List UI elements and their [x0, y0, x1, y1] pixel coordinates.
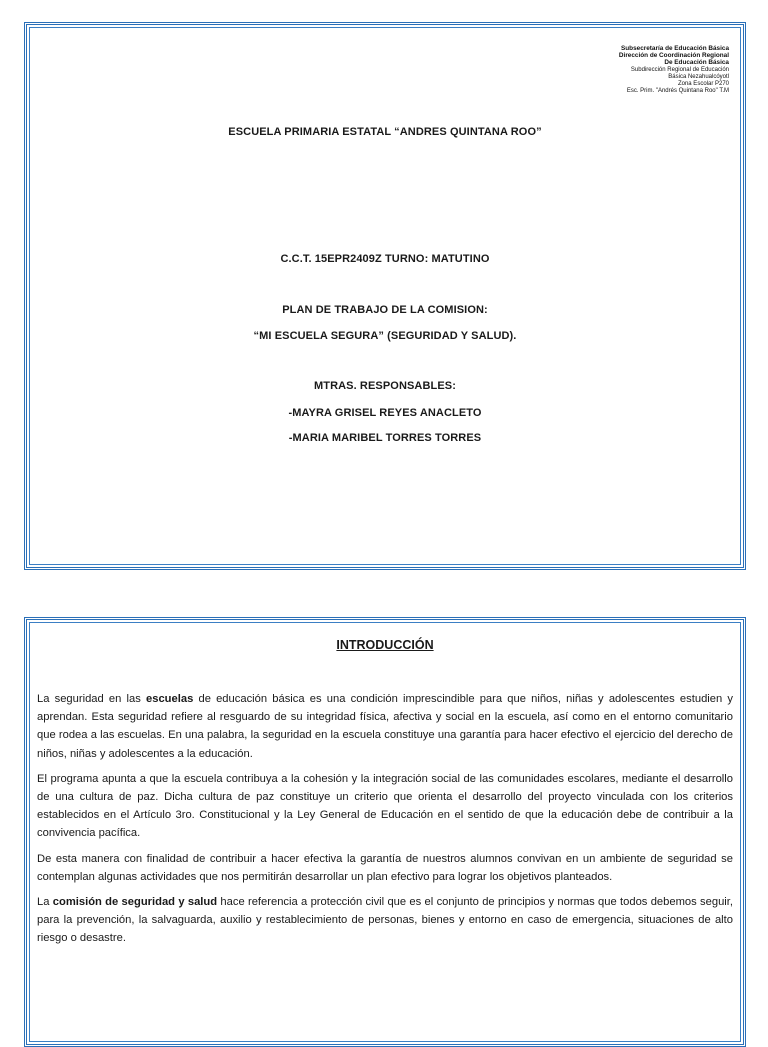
paragraph	[37, 893, 733, 948]
cct-line: C.C.T. 15EPR2409Z TURNO: MATUTINO	[280, 253, 490, 265]
plan-title: PLAN DE TRABAJO DE LA COMISION:	[282, 304, 488, 316]
introduction-page	[24, 617, 746, 1047]
responsable-name: -MARIA MARIBEL TORRES TORRES	[288, 432, 482, 444]
header-line: Dirección de Coordinación Regional	[618, 52, 729, 60]
header-line: Zona Escolar P270	[677, 81, 729, 88]
header-line: Básica Nezahualcóyotl	[668, 73, 729, 80]
paragraph-text: La	[37, 896, 53, 909]
emphasis-text: escuelas	[146, 693, 194, 705]
section-title: INTRODUCCIÓN	[336, 638, 434, 652]
intro-body	[37, 690, 733, 955]
paragraph-text: de educación básica es una condición imprescindible para que niños, niñas y adolescentes estudien y aprendan. Esta seguridad refiere al resguardo de su integridad física, afectiva y social en la escuela, así como en el entorno comunitario que rodea a las escuelas. En una palabra, la seguridad en la escuela constituye una garantía para hacer efectivo el ejercicio del derecho de niños, niñas y adolescentes a la educación.	[37, 693, 733, 760]
emphasis-text: comisión de seguridad y salud	[52, 896, 218, 909]
responsable-name: -MAYRA GRISEL REYES ANACLETO	[288, 407, 482, 419]
plan-subtitle: “MI ESCUELA SEGURA” (SEGURIDAD Y SALUD).	[253, 330, 517, 342]
paragraph: El programa apunta a que la escuela contribuya a la cohesión y la integración social de las comunidades escolares, mediante el desarrollo de una cultura de paz. Dicha cultura de paz constituye un criterio que orienta el desarrollo del proyecto vinculada con los criterios establecidos en el Artículo 3ro. Constitucional y la Ley General de Educación en el sentido de que la educación debe de contribuir a la convivencia pacífica.	[37, 772, 733, 840]
institution-header	[619, 45, 729, 95]
paragraph-text: La seguridad en las	[37, 693, 147, 705]
header-line: Subdirección Regional de Educación	[630, 66, 729, 73]
paragraph-text: hace referencia a protección civil que es el conjunto de principios y normas que todos debemos seguir, para la prevención, la salvaguarda, auxilio y restablecimiento de personas, bienes y entorno en caso de emergencia, situaciones de alto riesgo o desastre.	[37, 896, 733, 945]
header-line: De Educación Básica	[664, 59, 729, 67]
responsables-label: MTRAS. RESPONSABLES:	[314, 380, 456, 392]
cover-page	[24, 22, 746, 570]
school-name: ESCUELA PRIMARIA ESTATAL “ANDRES QUINTANA ROO”	[228, 126, 542, 138]
paragraph	[37, 690, 733, 763]
header-line: Esc. Prim. "Andrés Quintana Roo" T.M	[626, 88, 729, 95]
paragraph: De esta manera con finalidad de contribuir a hacer efectiva la garantía de nuestros alumnos convivan en un ambiente de seguridad se contemplan algunas actividades que nos permitirán desarrollar un plan efectivo para lograr los objetivos planteados.	[37, 852, 733, 883]
header-line: Subsecretaría de Educación Básica	[621, 45, 729, 52]
